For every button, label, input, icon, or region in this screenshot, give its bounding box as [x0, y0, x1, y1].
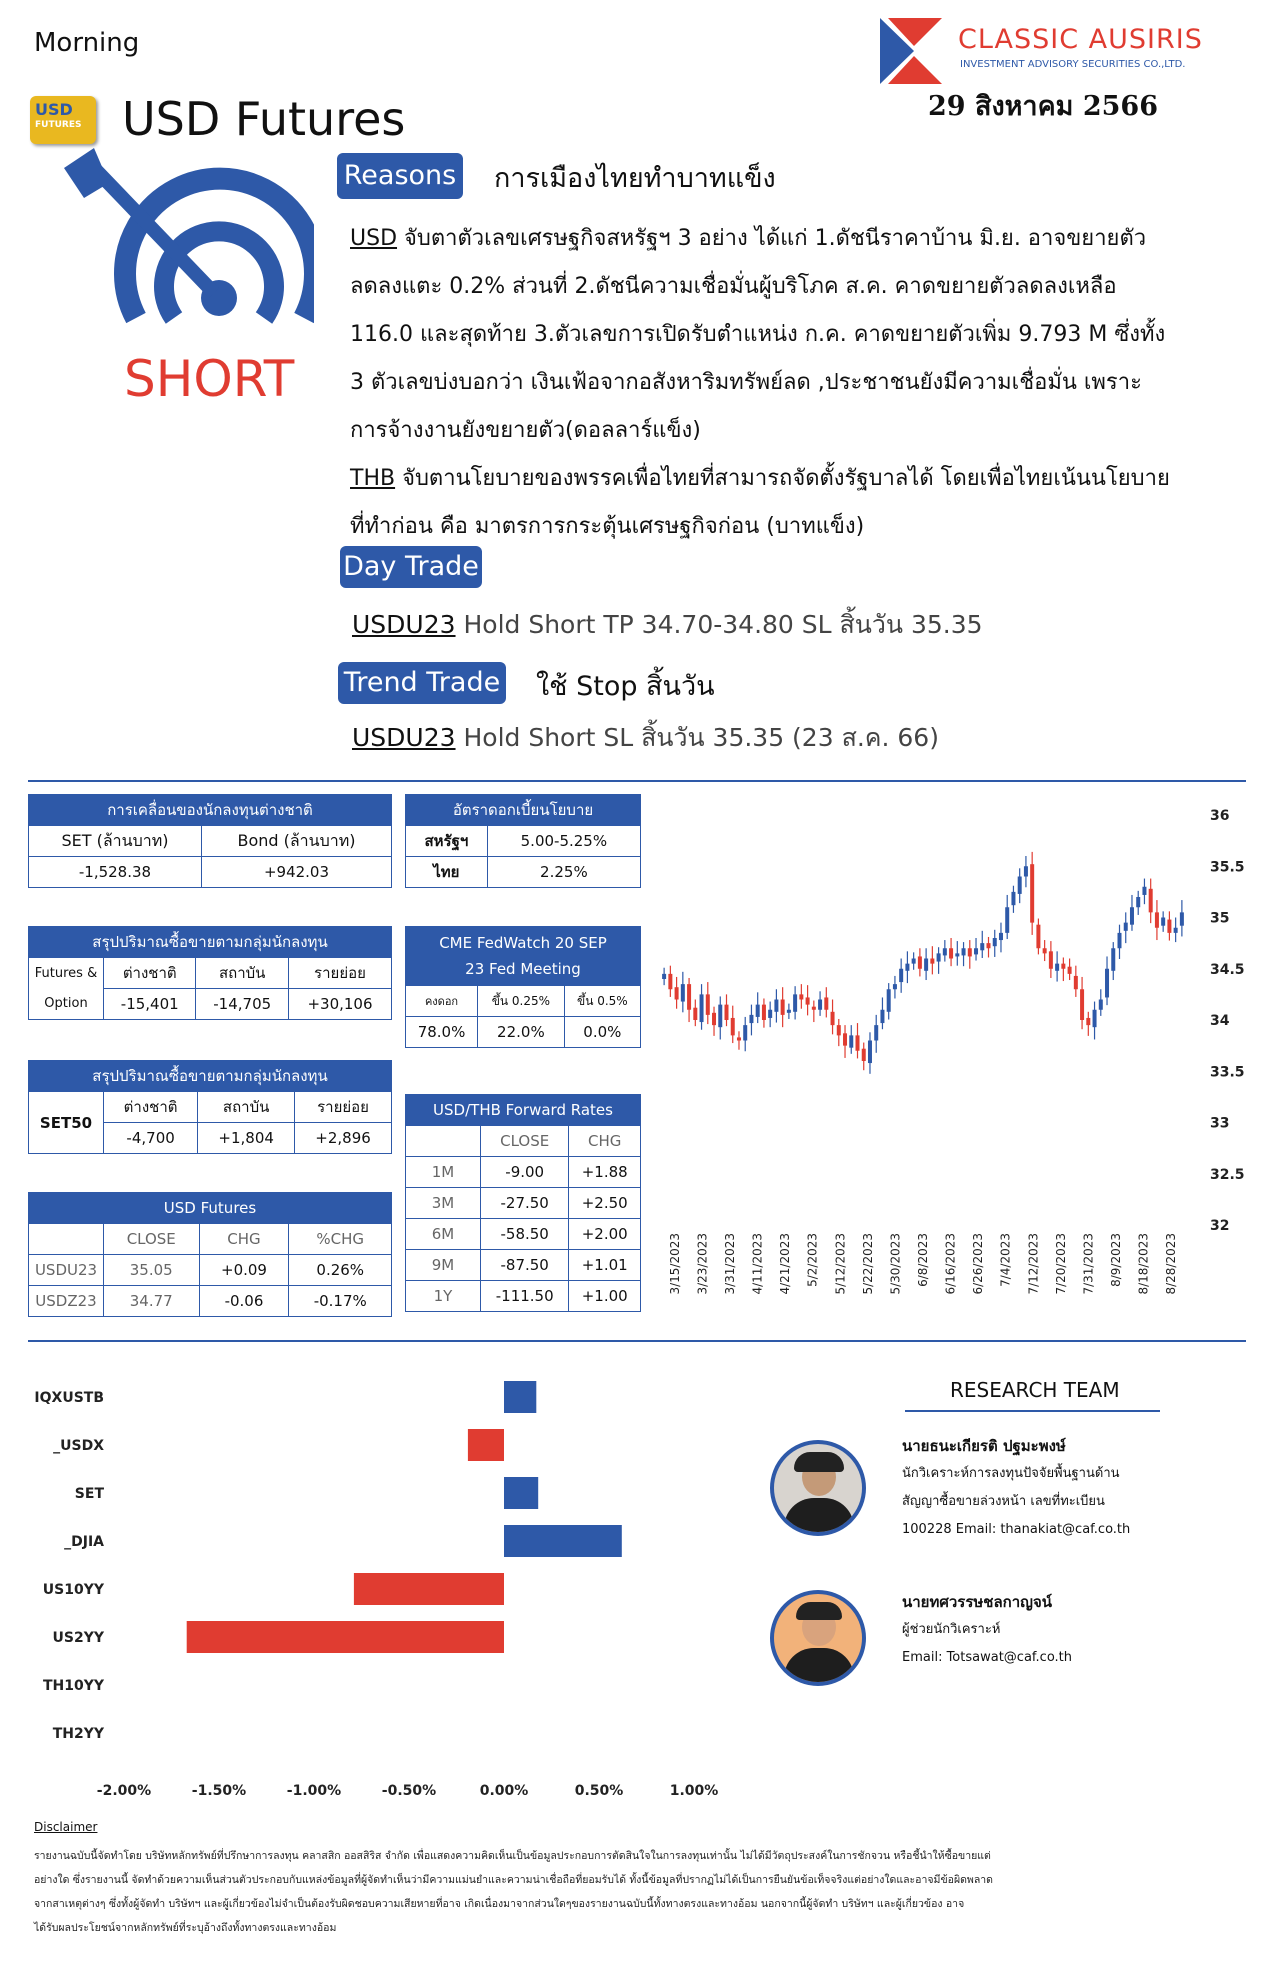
usd-futures-row2-symbol: USDZ23: [29, 1286, 104, 1317]
usd-line-2: ลดลงแตะ 0.2% ส่วนที่ 2.ดัชนีความเชื่อมั่นผู้บริโภค ส.ค. คาดขยายตัวลดลงเหลือ: [350, 274, 1117, 299]
divider-top: [28, 780, 1246, 782]
candle-body: [725, 1005, 729, 1020]
policy-rate-us-value: 5.00-5.25%: [487, 826, 640, 857]
badge-futures: FUTURES: [35, 120, 82, 130]
analyst-2-info: [902, 1588, 1072, 1672]
forward-col-chg: CHG: [569, 1126, 641, 1157]
day-trade-tag: Day Trade: [340, 546, 482, 588]
candle-body: [880, 1010, 884, 1023]
candle-body: [756, 1005, 760, 1017]
y-tick-label: 35: [1210, 910, 1230, 927]
usd-futures-col-close: CLOSE: [104, 1224, 200, 1255]
usd-futures-row1-chg: +0.09: [199, 1255, 289, 1286]
usd-futures-title: USD Futures: [29, 1193, 392, 1224]
bar-usdx: [468, 1429, 504, 1461]
bar-us2yy: [187, 1621, 504, 1653]
x-tick-label: 4/21/2023: [778, 1233, 793, 1295]
forward-3m-chg: +2.50: [569, 1188, 641, 1219]
usd-futures-row2-chg: -0.06: [199, 1286, 289, 1317]
set50-institution-value: +1,804: [198, 1123, 295, 1154]
candle-body: [893, 984, 897, 989]
disclaimer-line-2: อย่างใด ซึ่งรายงานนี้ จัดทำด้วยความเห็นส่วนตัวประกอบกับแหล่งข้อมูลที่ผู้จัดทำเห็นว่ามีความแม่นยำและความน่าเชื่อถือที่ยอมรับได้ ทั้งนี้ข้อมูลที่ปรากฏไม่ได้เป็นการยืนยันข้อเท็จจริงแต่อย่างใดและอาจมีข้อผิดพลาด: [34, 1874, 993, 1886]
analyst-1-avatar: [770, 1440, 866, 1536]
fedwatch-col-25: ขึ้น 0.25%: [478, 986, 565, 1017]
usd-futures-row1-pctchg: 0.26%: [289, 1255, 392, 1286]
y-tick-label: 34: [1210, 1013, 1230, 1029]
usd-futures-row2-close: 34.77: [104, 1286, 200, 1317]
candle-body: [662, 974, 666, 979]
usd-line-1: จับตาตัวเลขเศรษฐกิจสหรัฐฯ 3 อย่าง ได้แก่ 1.ดัชนีราคาบ้าน มิ.ย. อาจขยายตัว: [397, 226, 1147, 251]
x-tick-label: 3/15/2023: [667, 1233, 682, 1295]
usd-futures-row2-pctchg: -0.17%: [289, 1286, 392, 1317]
analyst-2-name: นายทศวรรษชลกาญจน์: [902, 1593, 1052, 1611]
bar-us10yy: [354, 1573, 504, 1605]
futures-option-row-label: [29, 958, 104, 1020]
x-tick-label: -0.50%: [381, 1783, 437, 1795]
candle-body: [974, 948, 978, 954]
market-change-bar-chart: [28, 1355, 748, 1795]
target-icon: [64, 148, 314, 328]
forward-col-close: CLOSE: [481, 1126, 569, 1157]
trend-trade-tag: Trend Trade: [338, 662, 506, 704]
x-tick-label: 7/4/2023: [998, 1233, 1013, 1287]
policy-rate-title: อัตราดอกเบี้ยนโยบาย: [406, 795, 641, 826]
futures-option-row-label-1: Futures &: [34, 965, 98, 981]
set50-col-retail: รายย่อย: [295, 1092, 392, 1123]
usd-line-3: 116.0 และสุดท้าย 3.ตัวเลขการเปิดรับตำแหน่ง ก.ค. คาดขยายตัวเพิ่ม 9.793 M ซึ่งทั้ง: [350, 322, 1166, 347]
usd-futures-row1-close: 35.05: [104, 1255, 200, 1286]
reasons-headline: การเมืองไทยทำบาทแข็ง: [494, 163, 776, 194]
candle-body: [1055, 964, 1059, 971]
candle-body: [993, 938, 997, 946]
x-tick-label: 5/2/2023: [805, 1233, 820, 1287]
candle-body: [706, 994, 710, 1015]
foreign-flow-set-value: -1,528.38: [29, 857, 202, 888]
forward-1y-close: -111.50: [481, 1281, 569, 1312]
disclaimer-line-1: รายงานฉบับนี้จัดทำโดย บริษัทหลักทรัพย์ที่ปรึกษาการลงทุน คลาสสิก ออสสิริส จำกัด เพื่อแสดงความคิดเห็นเป็นข้อมูลประกอบการตัดสินใจในการลงทุนเท่านั้น ไม่ได้มีวัตถุประสงค์ในการชักจวน หรือชี้นำให้ซื้อขายแต่: [34, 1850, 991, 1862]
candle-body: [818, 1000, 822, 1010]
candle-body: [1167, 920, 1171, 933]
futures-option-col-foreign: ต่างชาติ: [104, 958, 196, 989]
foreign-flow-table: [28, 794, 392, 888]
candle-body: [1043, 948, 1047, 953]
candle-body: [1111, 948, 1115, 971]
candle-body: [668, 974, 672, 989]
reasons-tag: Reasons: [337, 153, 463, 199]
x-tick-label: 4/11/2023: [750, 1233, 765, 1295]
set50-title: สรุปปริมาณซื้อขายตามกลุ่มนักลงทุน: [29, 1061, 392, 1092]
y-tick-label: 34.5: [1210, 961, 1245, 978]
x-tick-label: 5/22/2023: [860, 1233, 875, 1295]
forward-1m-chg: +1.88: [569, 1157, 641, 1188]
candle-body: [762, 1005, 766, 1020]
candle-body: [937, 953, 941, 961]
research-team-title: RESEARCH TEAM: [950, 1378, 1120, 1402]
analyst-2-line-1: ผู้ช่วยนักวิเคราะห์: [902, 1622, 1001, 1637]
candle-body: [962, 948, 966, 955]
disclaimer-line-3: จากสาเหตุต่างๆ ซึ่งทั้งผู้จัดทำ บริษัทฯ และผู้เกี่ยวข้องไม่จำเป็นต้องรับผิดชอบความเสียหายที่อาจ เกิดเนื่องมาจากส่วนใดๆของรายงานฉบับนี้ทั้งทางตรงและทางอ้อม นอกจากนี้ผู้จัดทำ บริษัทฯ และผู้เกี่ยวข้อง อาจ: [34, 1898, 965, 1910]
futures-option-retail-value: +30,106: [288, 989, 391, 1020]
fedwatch-col-hold: คงดอก: [406, 986, 478, 1017]
futures-option-table: [28, 926, 392, 1020]
candle-body: [874, 1025, 878, 1040]
forward-1y-chg: +1.00: [569, 1281, 641, 1312]
candle-body: [899, 969, 903, 982]
thb-label: THB: [350, 466, 396, 491]
y-tick-label: 32: [1210, 1218, 1230, 1234]
forward-9m-chg: +1.01: [569, 1250, 641, 1281]
candle-body: [987, 943, 991, 948]
forward-1y-label: 1Y: [406, 1281, 481, 1312]
candle-body: [856, 1035, 860, 1050]
company-logo-icon: [880, 18, 948, 84]
fedwatch-25-value: 22.0%: [478, 1017, 565, 1048]
set50-table: [28, 1060, 392, 1154]
fedwatch-hold-value: 78.0%: [406, 1017, 478, 1048]
candle-body: [824, 997, 828, 1009]
x-tick-label: 7/20/2023: [1053, 1233, 1068, 1295]
candle-body: [700, 994, 704, 1022]
candle-body: [1005, 907, 1009, 933]
candle-body: [968, 948, 972, 956]
bar-djia: [504, 1525, 622, 1557]
usd-futures-table: [28, 1192, 392, 1317]
candle-body: [837, 1025, 841, 1035]
forward-9m-close: -87.50: [481, 1250, 569, 1281]
trend-trade-symbol: USDU23: [352, 723, 456, 752]
signal-label: SHORT: [124, 350, 295, 408]
divider-middle: [28, 1340, 1246, 1342]
y-tick-label: 35.5: [1210, 859, 1245, 876]
candle-body: [774, 1000, 778, 1012]
candle-body: [1130, 907, 1134, 924]
day-trade-text: Hold Short TP 34.70-34.80 SL สิ้นวัน 35.35: [455, 610, 983, 639]
research-team-underline: [905, 1410, 1160, 1412]
fedwatch-50-value: 0.0%: [564, 1017, 640, 1048]
candle-body: [949, 948, 953, 958]
candle-body: [1018, 877, 1022, 894]
fedwatch-title-1: CME FedWatch 20 SEP: [439, 934, 607, 952]
candle-body: [887, 989, 891, 1012]
bar-category-label: _DJIA: [64, 1534, 104, 1550]
analyst-1-line-3: 100228 Email: thanakiat@caf.co.th: [902, 1522, 1131, 1537]
candle-body: [1142, 887, 1146, 895]
foreign-flow-col-bond: Bond (ล้านบาท): [201, 826, 391, 857]
thb-line-1: จับตานโยบายของพรรคเพื่อไทยที่สามารถจัดตั้งรัฐบาลได้ โดยเพื่อไทยเน้นนโยบาย: [395, 466, 1170, 491]
candle-body: [787, 1010, 791, 1013]
futures-option-institution-value: -14,705: [196, 989, 288, 1020]
set50-row-label: SET50: [29, 1092, 104, 1154]
analyst-2-line-2: Email: Totsawat@caf.co.th: [902, 1650, 1073, 1665]
candle-body: [793, 994, 797, 1011]
x-tick-label: -1.00%: [286, 1783, 342, 1795]
policy-rate-us-label: สหรัฐฯ: [406, 826, 488, 857]
candle-body: [687, 984, 691, 1010]
candle-body: [718, 1005, 722, 1028]
thb-line-2: ที่ทำก่อน คือ มาตรการกระตุ้นเศรษฐกิจก่อน (บาทแข็ง): [350, 514, 865, 539]
candle-body: [1074, 976, 1078, 989]
set50-col-institution: สถาบัน: [198, 1092, 295, 1123]
usd-line-5: การจ้างงานยังขยายตัว(ดอลลาร์แข็ง): [350, 418, 701, 443]
candle-body: [1099, 1000, 1103, 1010]
usd-futures-col-pctchg: %CHG: [289, 1224, 392, 1255]
candle-body: [980, 943, 984, 950]
candle-body: [768, 1010, 772, 1018]
candle-body: [1174, 928, 1178, 933]
forward-1m-label: 1M: [406, 1157, 481, 1188]
bar-set: [504, 1477, 538, 1509]
candle-body: [1036, 925, 1040, 949]
forward-rates-title: USD/THB Forward Rates: [406, 1095, 641, 1126]
candle-body: [1068, 967, 1072, 974]
forward-6m-label: 6M: [406, 1219, 481, 1250]
candle-body: [924, 959, 928, 971]
usd-futures-col-chg: CHG: [199, 1224, 289, 1255]
x-tick-label: 5/12/2023: [833, 1233, 848, 1295]
y-tick-label: 33: [1210, 1115, 1230, 1132]
set50-retail-value: +2,896: [295, 1123, 392, 1154]
candle-body: [1030, 864, 1034, 922]
candle-body: [675, 987, 679, 999]
candle-body: [1080, 989, 1084, 1020]
bar-category-label: US10YY: [42, 1582, 104, 1598]
forward-6m-close: -58.50: [481, 1219, 569, 1250]
fedwatch-title-2: 23 Fed Meeting: [465, 960, 581, 978]
x-tick-label: 6/16/2023: [943, 1233, 958, 1295]
candle-body: [912, 959, 916, 964]
usd-label: USD: [350, 226, 398, 251]
x-tick-label: 7/31/2023: [1081, 1233, 1096, 1295]
candle-body: [868, 1041, 872, 1064]
bar-category-label: SET: [74, 1486, 104, 1502]
candle-body: [905, 964, 909, 971]
x-tick-label: 7/12/2023: [1026, 1233, 1041, 1295]
candle-body: [1136, 897, 1140, 907]
candle-body: [1086, 1018, 1090, 1025]
candle-body: [1161, 918, 1165, 926]
bar-category-label: TH2YY: [52, 1726, 104, 1742]
candle-body: [1124, 923, 1128, 931]
x-tick-label: 8/28/2023: [1164, 1233, 1179, 1295]
usdthb-candlestick-chart: [655, 790, 1255, 1330]
candle-body: [1155, 912, 1159, 927]
fedwatch-title: [406, 927, 641, 986]
y-tick-label: 32.5: [1210, 1166, 1245, 1183]
analyst-1-line-1: นักวิเคราะห์การลงทุนปัจจัยพื้นฐานด้าน: [902, 1466, 1120, 1481]
company-name: CLASSIC AUSIRIS: [958, 24, 1203, 55]
reasons-body: [350, 215, 1240, 551]
day-trade-symbol: USDU23: [352, 610, 456, 639]
candle-body: [955, 953, 959, 956]
candle-body: [681, 984, 685, 1001]
session-label: Morning: [34, 28, 140, 58]
set50-col-foreign: ต่างชาติ: [104, 1092, 198, 1123]
candle-body: [943, 948, 947, 955]
candle-body: [999, 933, 1003, 940]
usd-futures-badge: [30, 96, 96, 144]
x-tick-label: 5/30/2023: [888, 1233, 903, 1295]
usd-line-4: 3 ตัวเลขบ่งบอกว่า เงินเฟ้อจากอสังหาริมทรัพย์ลด ,ประชาชนยังมีความเชื่อมั่น เพราะ: [350, 370, 1142, 395]
candle-body: [918, 956, 922, 968]
futures-option-title: สรุปปริมาณซื้อขายตามกลุ่มนักลงทุน: [29, 927, 392, 958]
report-date: 29 สิงหาคม 2566: [928, 91, 1159, 122]
x-tick-label: 6/26/2023: [971, 1233, 986, 1295]
candle-body: [843, 1033, 847, 1045]
disclaimer-body: [34, 1844, 1234, 1940]
policy-rate-table: [405, 794, 641, 888]
candle-body: [1024, 866, 1028, 876]
forward-9m-label: 9M: [406, 1250, 481, 1281]
candle-body: [743, 1025, 747, 1040]
futures-option-row-label-2: Option: [44, 995, 88, 1011]
x-tick-label: 0.50%: [574, 1783, 624, 1795]
x-tick-label: -1.50%: [191, 1783, 247, 1795]
x-tick-label: 6/8/2023: [916, 1233, 930, 1287]
forward-3m-label: 3M: [406, 1188, 481, 1219]
candle-body: [693, 1008, 697, 1020]
company-subname: INVESTMENT ADVISORY SECURITIES CO.,LTD.: [960, 59, 1186, 70]
forward-6m-chg: +2.00: [569, 1219, 641, 1250]
candle-body: [831, 1012, 835, 1025]
candle-body: [1118, 933, 1122, 948]
x-tick-label: 8/18/2023: [1136, 1233, 1151, 1295]
analyst-1-line-2: สัญญาซื้อขายล่วงหน้า เลขที่ทะเบียน: [902, 1494, 1105, 1509]
y-tick-label: 33.5: [1210, 1064, 1245, 1081]
y-tick-label: 36: [1210, 808, 1230, 824]
bar-category-label: _USDX: [53, 1438, 104, 1454]
candle-body: [849, 1035, 853, 1047]
x-tick-label: 1.00%: [669, 1783, 719, 1795]
candle-body: [930, 959, 934, 964]
candle-body: [1049, 951, 1053, 968]
forward-1m-close: -9.00: [481, 1157, 569, 1188]
badge-usd: USD: [35, 100, 73, 119]
day-trade-line: [352, 605, 983, 645]
bar-category-label: US2YY: [52, 1630, 104, 1646]
analyst-1-name: นายธนะเกียรติ ปฐมะพงษ์: [902, 1437, 1066, 1455]
forward-3m-close: -27.50: [481, 1188, 569, 1219]
candle-body: [1149, 889, 1153, 913]
candle-body: [799, 994, 803, 999]
bar-category-label: TH10YY: [42, 1678, 104, 1694]
candle-body: [737, 1037, 741, 1040]
disclaimer-line-4: ได้รับผลประโยชน์จากหลักทรัพย์ที่ระบุอ้างถึงทั้งทางตรงและทางอ้อม: [34, 1922, 337, 1934]
analyst-1-info: [902, 1432, 1130, 1544]
disclaimer-title: Disclaimer: [34, 1820, 98, 1834]
candle-body: [781, 1000, 785, 1015]
candle-body: [1180, 912, 1184, 925]
x-tick-label: 0.00%: [479, 1783, 529, 1795]
candle-body: [862, 1049, 866, 1061]
usd-futures-row1-symbol: USDU23: [29, 1255, 104, 1286]
bar-category-label: IQXUSTB: [34, 1390, 104, 1406]
futures-option-foreign-value: -15,401: [104, 989, 196, 1020]
foreign-flow-col-set: SET (ล้านบาท): [29, 826, 202, 857]
policy-rate-th-value: 2.25%: [487, 857, 640, 888]
candle-body: [1061, 964, 1065, 969]
foreign-flow-bond-value: +942.03: [201, 857, 391, 888]
fedwatch-col-50: ขึ้น 0.5%: [564, 986, 640, 1017]
candle-body: [812, 1007, 816, 1010]
policy-rate-th-label: ไทย: [406, 857, 488, 888]
candle-body: [806, 997, 810, 1004]
futures-option-col-retail: รายย่อย: [288, 958, 391, 989]
foreign-flow-title: การเคลื่อนของนักลงทุนต่างชาติ: [29, 795, 392, 826]
futures-option-col-institution: สถาบัน: [196, 958, 288, 989]
x-tick-label: 8/9/2023: [1109, 1233, 1124, 1287]
company-logo: [880, 18, 1210, 88]
candle-body: [1105, 969, 1109, 998]
x-tick-label: 3/23/2023: [695, 1233, 710, 1295]
trend-trade-line: [352, 718, 939, 758]
x-tick-label: 3/31/2023: [722, 1233, 737, 1295]
candle-body: [712, 1013, 716, 1025]
fedwatch-table: [405, 926, 641, 1048]
trend-trade-text: Hold Short SL สิ้นวัน 35.35 (23 ส.ค. 66): [455, 723, 939, 752]
candle-body: [1093, 1010, 1097, 1027]
bar-iqxustb: [504, 1381, 536, 1413]
set50-foreign-value: -4,700: [104, 1123, 198, 1154]
candle-body: [749, 1015, 753, 1023]
candle-body: [731, 1018, 735, 1035]
x-tick-label: -2.00%: [96, 1783, 152, 1795]
trend-trade-note: ใช้ Stop สิ้นวัน: [536, 671, 715, 702]
page-title: USD Futures: [122, 92, 406, 146]
forward-rates-table: [405, 1094, 641, 1312]
candle-body: [1011, 892, 1015, 905]
analyst-2-avatar: [770, 1590, 866, 1686]
